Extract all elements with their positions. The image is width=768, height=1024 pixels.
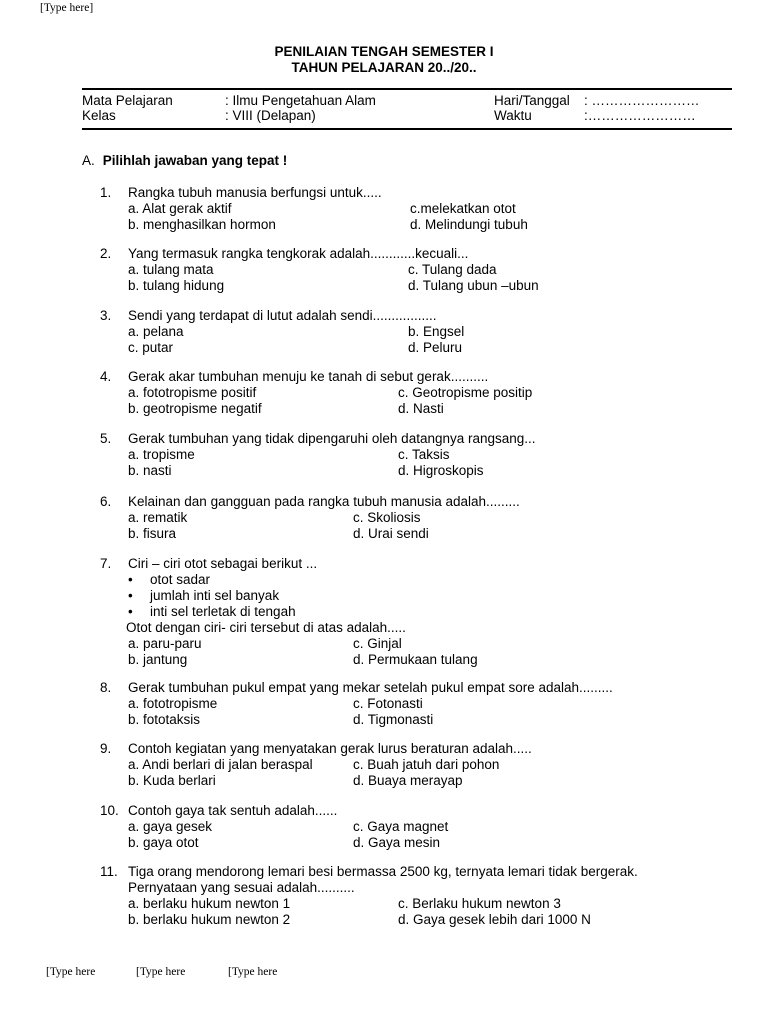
option-a: a. gaya gesek — [128, 819, 213, 834]
option-b: b. berlaku hukum newton 2 — [128, 912, 291, 927]
question-11 — [100, 864, 740, 928]
question-text: Sendi yang terdapat di lutut adalah sendi................. — [128, 308, 437, 323]
option-d: d. Tulang ubun –ubun — [408, 278, 539, 293]
option-c: c. Berlaku hukum newton 3 — [398, 896, 561, 911]
question-number: 11. — [100, 864, 118, 879]
question-1 — [100, 185, 740, 233]
kelas-value: : VIII (Delapan) — [225, 108, 316, 123]
question-number: 10. — [100, 803, 119, 818]
option-b: b. menghasilkan hormon — [128, 217, 276, 232]
footer-placeholder-center[interactable]: [Type here — [136, 966, 186, 978]
option-d: d. Gaya gesek lebih dari 1000 N — [398, 912, 591, 927]
bullet-item: jumlah inti sel banyak — [150, 588, 280, 603]
option-b: b. Engsel — [408, 324, 465, 339]
option-b: b. fisura — [128, 526, 177, 541]
option-b: b. jantung — [128, 652, 188, 667]
option-c: c. Geotropisme positip — [398, 385, 533, 400]
question-text: Ciri – ciri otot sebagai berikut ... — [128, 556, 318, 571]
bullet-icon: • — [128, 604, 133, 619]
question-6 — [100, 494, 740, 542]
option-b: b. geotropisme negatif — [128, 401, 262, 416]
question-text-cont: Otot dengan ciri- ciri tersebut di atas adalah..... — [126, 620, 406, 635]
question-text: Gerak tumbuhan yang tidak dipengaruhi oleh datangnya rangsang... — [128, 431, 536, 446]
section-letter: A. — [82, 153, 95, 168]
option-d: d. Peluru — [408, 340, 463, 355]
option-a: a. rematik — [128, 510, 188, 525]
bullet-icon: • — [128, 572, 133, 587]
exam-year: TAHUN PELAJARAN 20../20.. — [291, 60, 477, 75]
footer-placeholder-right[interactable]: [Type here — [228, 966, 278, 978]
option-a: a. tulang mata — [128, 262, 214, 277]
question-text: Contoh kegiatan yang menyatakan gerak lurus beraturan adalah..... — [128, 741, 532, 756]
question-5 — [100, 431, 740, 479]
question-number: 7. — [100, 556, 112, 571]
question-8 — [100, 680, 740, 728]
option-a: a. Alat gerak aktif — [128, 201, 232, 216]
question-text: Yang termasuk rangka tengkorak adalah............kecuali... — [128, 246, 469, 261]
waktu-label: Waktu — [494, 108, 532, 123]
option-a: a. fototropisme — [128, 696, 218, 711]
option-a: a. Andi berlari di jalan beraspal — [128, 757, 313, 772]
question-number: 3. — [100, 308, 112, 323]
option-b: b. fototaksis — [128, 712, 201, 727]
question-text: Gerak akar tumbuhan menuju ke tanah di sebut gerak.......... — [128, 369, 489, 384]
footer-placeholder-left[interactable]: [Type here — [46, 966, 96, 978]
option-c: c. Ginjal — [353, 636, 402, 651]
question-7 — [100, 556, 740, 668]
option-a: a. fototropisme positif — [128, 385, 257, 400]
option-c: c. Tulang dada — [408, 262, 497, 277]
hari-value: : …………………… — [584, 93, 700, 108]
question-4 — [100, 369, 740, 417]
question-text: Rangka tubuh manusia berfungsi untuk..... — [128, 185, 382, 200]
option-c: c. Gaya magnet — [353, 819, 449, 834]
option-a: a. tropisme — [128, 447, 195, 462]
section-heading — [82, 153, 287, 169]
bottom-rule — [82, 128, 732, 130]
mapel-label: Mata Pelajaran — [82, 93, 173, 108]
question-text: Kelainan dan gangguan pada rangka tubuh manusia adalah......... — [128, 494, 520, 509]
bullet-item: otot sadar — [150, 572, 211, 587]
option-c: c. putar — [128, 340, 174, 355]
option-d: d. Buaya merayap — [353, 773, 463, 788]
question-text: Contoh gaya tak sentuh adalah...... — [128, 803, 338, 818]
option-a: a. pelana — [128, 324, 184, 339]
mapel-value: : Ilmu Pengetahuan Alam — [225, 93, 376, 108]
question-number: 8. — [100, 680, 112, 695]
top-rule — [82, 88, 732, 90]
bullet-icon: • — [128, 588, 133, 603]
option-a: a. paru-paru — [128, 636, 202, 651]
question-number: 5. — [100, 431, 112, 446]
option-b: b. gaya otot — [128, 835, 199, 850]
question-text: Tiga orang mendorong lemari besi bermassa 2500 kg, ternyata lemari tidak bergerak. — [128, 864, 638, 879]
option-d: d. Gaya mesin — [353, 835, 441, 850]
option-c: c. Fotonasti — [353, 696, 423, 711]
question-number: 1. — [100, 185, 112, 200]
waktu-value: :…………………… — [584, 108, 696, 123]
question-text: Gerak tumbuhan pukul empat yang mekar setelah pukul empat sore adalah......... — [128, 680, 613, 695]
bullet-item: inti sel terletak di tengah — [150, 604, 296, 619]
option-c: c. Taksis — [398, 447, 450, 462]
option-d: d. Urai sendi — [353, 526, 429, 541]
option-c: c. Buah jatuh dari pohon — [353, 757, 500, 772]
option-d: d. Permukaan tulang — [353, 652, 478, 667]
question-number: 4. — [100, 369, 112, 384]
section-instruction: Pilihlah jawaban yang tepat ! — [102, 153, 288, 168]
hari-label: Hari/Tanggal — [494, 93, 570, 108]
question-number: 9. — [100, 741, 112, 756]
exam-title: PENILAIAN TENGAH SEMESTER I — [274, 44, 494, 59]
option-d: d. Higroskopis — [398, 463, 484, 478]
option-d: d. Tigmonasti — [353, 712, 434, 727]
header-placeholder[interactable]: [Type here] — [40, 2, 94, 14]
option-d: d. Melindungi tubuh — [410, 217, 528, 232]
option-c: c.melekatkan otot — [410, 201, 516, 216]
option-b: b. Kuda berlari — [128, 773, 216, 788]
option-b: b. nasti — [128, 463, 172, 478]
question-10 — [100, 803, 740, 851]
question-2 — [100, 246, 740, 294]
question-number: 6. — [100, 494, 112, 509]
question-3 — [100, 308, 740, 356]
option-c: c. Skoliosis — [353, 510, 421, 525]
question-9 — [100, 741, 740, 789]
question-number: 2. — [100, 246, 112, 261]
option-d: d. Nasti — [398, 401, 444, 416]
option-b: b. tulang hidung — [128, 278, 225, 293]
kelas-label: Kelas — [82, 108, 116, 123]
question-text-cont: Pernyataan yang sesuai adalah.......... — [128, 880, 355, 895]
option-a: a. berlaku hukum newton 1 — [128, 896, 291, 911]
